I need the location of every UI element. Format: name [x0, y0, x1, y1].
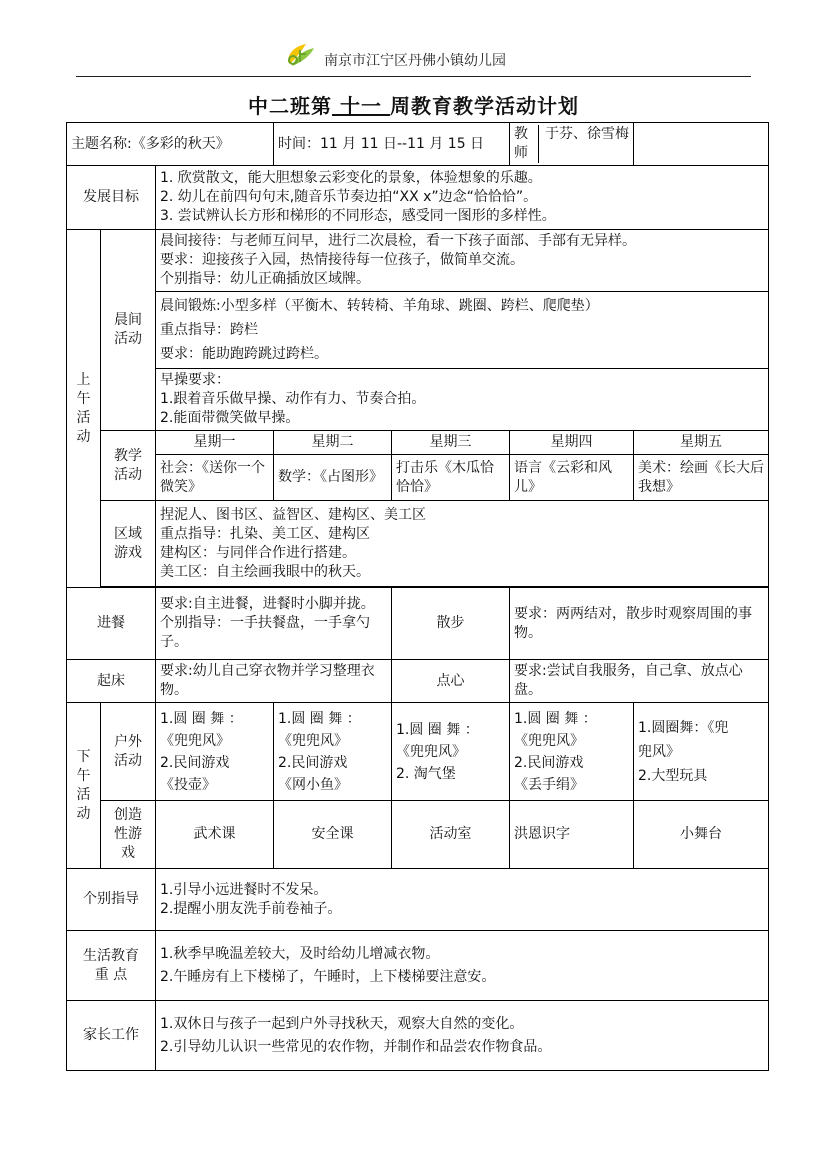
afternoon-section-label: 下 午 活 动	[67, 703, 101, 869]
outdoor-cell: 1.圆圈舞：《兜 兜风》 2.大型玩具	[634, 703, 769, 801]
weekday-header: 星期五	[634, 431, 769, 455]
outdoor-cell: 1.圆 圈 舞 ： 《兜兜风》 2.民间游戏 《丢手绢》	[510, 703, 634, 801]
title-prefix: 中二班第	[248, 94, 333, 118]
weekday-header: 星期三	[392, 431, 510, 455]
teaching-cell: 社会：《送你一个微笑》	[156, 455, 274, 501]
individual-list: 1.引导小远进餐时不发呆。 2.提醒小朋友洗手前卷袖子。	[156, 869, 769, 931]
creative-cell: 武术课	[156, 801, 274, 869]
df-leaf-logo	[284, 40, 316, 70]
wake-label: 起床	[67, 660, 156, 703]
page-header	[76, 38, 751, 77]
morning-activity-label: 晨间 活动	[101, 230, 156, 431]
teaching-cell: 打击乐《木瓜恰恰恰》	[392, 455, 510, 501]
creative-cell: 洪恩识字	[510, 801, 634, 869]
title-suffix: 周教育教学活动计划	[389, 94, 579, 118]
weekday-header: 星期二	[274, 431, 392, 455]
teaching-cell: 语言《云彩和风儿》	[510, 455, 634, 501]
area-label: 区域 游戏	[101, 501, 156, 587]
wake-text: 要求:幼儿自己穿衣物并学习整理衣物。	[156, 660, 392, 703]
walk-text: 要求：两两结对，散步时观察周围的事物。	[510, 588, 769, 660]
title-week: 十一	[340, 94, 382, 118]
outdoor-label: 户外 活动	[101, 703, 156, 801]
weekly-plan-table	[66, 122, 769, 1071]
weekday-header: 星期四	[510, 431, 634, 455]
morning-section-label: 上 午 活 动	[67, 230, 101, 588]
area-games: 捏泥人、图书区、益智区、建构区、美工区 重点指导：扎染、美工区、建构区 建构区：与同伴合作进行搭建。 美工区：自主绘画我眼中的秋天。	[156, 501, 769, 587]
teaching-label: 教学 活动	[101, 431, 156, 501]
school-name: 南京市江宁区丹佛小镇幼儿园	[324, 53, 506, 69]
goal-item: 1. 欣赏散文，能大胆想象云彩变化的景象，体验想象的乐趣。	[160, 170, 542, 186]
meal-label: 进餐	[67, 588, 156, 660]
morning-drill: 早操要求： 1.跟着音乐做早操、动作有力、节奏合拍。 2.能面带微笑做早操。	[156, 369, 769, 431]
outdoor-cell: 1.圆 圈 舞 ： 《兜兜风》 2. 淘气堡	[392, 703, 510, 801]
teacher-spacer	[634, 123, 769, 166]
walk-label: 散步	[392, 588, 510, 660]
goals-list	[156, 166, 769, 230]
goal-item: 2. 幼儿在前四句句末,随音乐节奏边拍“XX x”边念“恰恰恰”。	[160, 189, 538, 205]
meal-text: 要求:自主进餐，进餐时小脚并拢。个别指导：一手扶餐盘，一手拿勺子。	[156, 588, 392, 660]
morning-exercise: 晨间锻炼:小型多样（平衡木、转转椅、羊角球、跳圈、跨栏、爬爬垫） 重点指导：跨栏 要求：能助跑跨跳过跨栏。	[156, 292, 769, 369]
life-list: 1.秋季早晚温差较大，及时给幼儿增减衣物。 2.午睡房有上下楼梯了，午睡时，上下楼梯要注意安。	[156, 931, 769, 1001]
weekday-header: 星期一	[156, 431, 274, 455]
life-label: 生活教育 重 点	[67, 931, 156, 1001]
time-cell: 时间：11 月 11 日--11 月 15 日	[274, 123, 510, 166]
outdoor-cell: 1.圆 圈 舞 ： 《兜兜风》 2.民间游戏 《投壶》	[156, 703, 274, 801]
teaching-cell: 美术：绘画《长大后我想》	[634, 455, 769, 501]
theme-cell: 主题名称:《多彩的秋天》	[67, 123, 274, 166]
snack-label: 点心	[392, 660, 510, 703]
goal-item: 3. 尝试辨认长方形和梯形的不同形态，感受同一图形的多样性。	[160, 208, 556, 224]
morning-reception: 晨间接待：与老师互问早，进行二次晨检，看一下孩子面部、手部有无异样。 要求：迎接孩子入园，热情接待每一位孩子，做简单交流。 个别指导：幼儿正确插放区域牌。	[156, 230, 769, 292]
creative-cell: 活动室	[392, 801, 510, 869]
teacher-label: 教师 于芬、徐雪梅	[510, 123, 634, 166]
creative-label: 创造 性游 戏	[101, 801, 156, 869]
outdoor-cell: 1.圆 圈 舞 ： 《兜兜风》 2.民间游戏 《网小鱼》	[274, 703, 392, 801]
snack-text: 要求:尝试自我服务，自己拿、放点心盘。	[510, 660, 769, 703]
creative-cell: 小舞台	[634, 801, 769, 869]
teacher-names: 于芬、徐雪梅	[538, 125, 629, 163]
individual-label: 个别指导	[67, 869, 156, 931]
creative-cell: 安全课	[274, 801, 392, 869]
parents-list: 1.双休日与孩子一起到户外寻找秋天，观察大自然的变化。 2.引导幼儿认识一些常见的农作物，并制作和品尝农作物食品。	[156, 1001, 769, 1071]
goals-label: 发展目标	[67, 166, 156, 230]
teaching-cell: 数学：《占图形》	[274, 455, 392, 501]
parents-label: 家长工作	[67, 1001, 156, 1071]
page-title	[0, 90, 827, 119]
